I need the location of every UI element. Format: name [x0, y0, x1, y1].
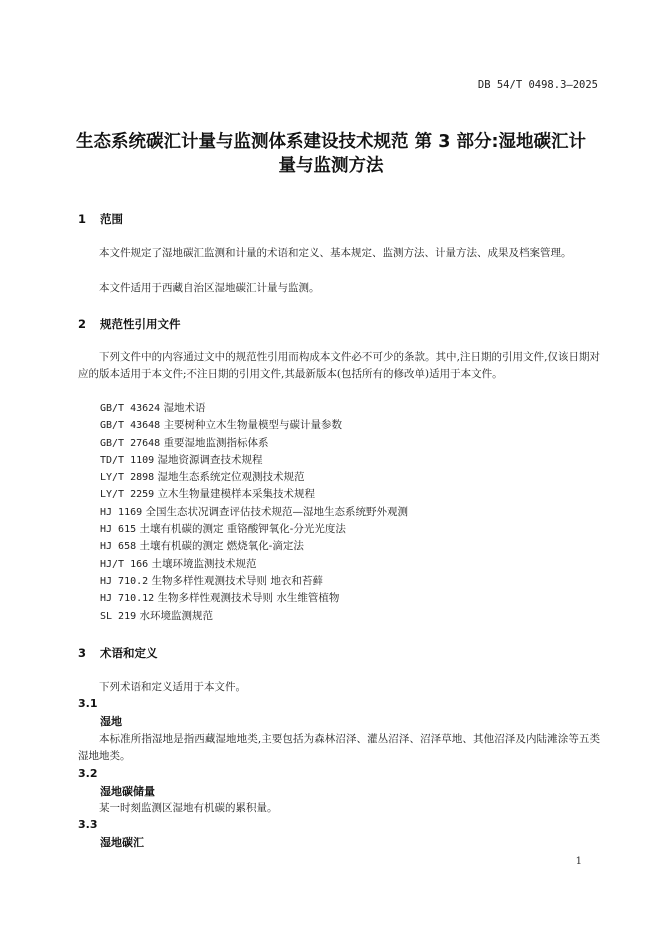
reference-item [100, 452, 408, 469]
reference-title: 全国生态状况调查评估技术规范—湿地生态系统野外观测 [145, 505, 408, 518]
title-line-1: 生态系统碳汇计量与监测体系建设技术规范 第 3 部分:湿地碳汇计 [76, 132, 586, 152]
reference-code: HJ 710.12 [100, 593, 155, 605]
reference-title: 土壤环境监测技术规范 [151, 557, 257, 570]
reference-code: LY/T 2898 [100, 472, 155, 484]
section-3-intro: 下列术语和定义适用于本文件。 [99, 681, 246, 693]
reference-item [100, 486, 408, 503]
reference-item [100, 417, 408, 434]
reference-title: 土壤有机碳的测定 燃烧氧化-滴定法 [139, 540, 304, 553]
reference-title: 主要树种立木生物量模型与碳计量参数 [163, 419, 343, 432]
reference-code: HJ 1169 [100, 506, 143, 518]
section-title: 范围 [100, 212, 124, 226]
page-number: 1 [575, 856, 582, 867]
reference-title: 水环境监测规范 [139, 609, 213, 622]
term-number: 3.3 [78, 818, 98, 831]
reference-code: HJ 710.2 [100, 575, 149, 587]
reference-item [100, 556, 408, 573]
term-name: 湿地 [100, 715, 122, 728]
term-name: 湿地碳储量 [100, 785, 155, 798]
section-3-heading [78, 645, 158, 661]
reference-item [100, 469, 408, 486]
term-definition: 本标准所指湿地是指西藏湿地地类,主要包括为森林沼泽、灌丛沼泽、沼泽草地、其他沼泽及内陆滩涂等五类湿地地类。 [78, 733, 600, 762]
term-definition: 某一时刻监测区湿地有机碳的累积量。 [99, 802, 278, 814]
reference-code: HJ 658 [100, 541, 137, 553]
section-title: 规范性引用文件 [100, 317, 181, 331]
reference-code: TD/T 1109 [100, 454, 155, 466]
reference-item [100, 521, 408, 538]
section-number: 1 [78, 212, 87, 226]
reference-code: HJ 615 [100, 524, 137, 536]
reference-code: SL 219 [100, 610, 137, 622]
reference-title: 土壤有机碳的测定 重铬酸钾氧化-分光光度法 [139, 523, 346, 536]
standard-code: DB 54/T 0498.3—2025 [477, 79, 598, 91]
reference-code: HJ/T 166 [100, 558, 149, 570]
section-1-paragraph-1: 本文件规定了湿地碳汇监测和计量的术语和定义、基本规定、监测方法、计量方法、成果及档案管理。 [99, 247, 572, 259]
reference-title: 立木生物量建模样本采集技术规程 [157, 488, 316, 501]
reference-title: 生物多样性观测技术导则 地衣和苔藓 [151, 574, 323, 587]
reference-code: GB/T 43624 [100, 403, 161, 414]
reference-item [100, 504, 408, 521]
reference-list [100, 400, 408, 625]
document-title [64, 130, 598, 178]
reference-item [100, 435, 408, 452]
reference-item [100, 573, 408, 590]
reference-code: GB/T 27648 [100, 437, 161, 449]
reference-code: GB/T 43648 [100, 420, 161, 432]
section-2-heading [78, 316, 181, 332]
section-1-heading [78, 211, 123, 227]
term-number: 3.1 [78, 697, 98, 710]
reference-title: 湿地生态系统定位观测技术规范 [157, 471, 305, 484]
section-number: 2 [78, 317, 87, 331]
section-number: 3 [78, 646, 87, 660]
reference-code: LY/T 2259 [100, 489, 155, 501]
reference-item [100, 538, 408, 555]
section-title: 术语和定义 [100, 646, 158, 660]
reference-item [100, 400, 408, 417]
term-name: 湿地碳汇 [100, 836, 144, 849]
reference-title: 湿地资源调查技术规程 [157, 453, 263, 466]
section-2-intro: 下列文件中的内容通过文中的规范性引用而构成本文件必不可少的条款。其中,注日期的引用文件,仅该日期对应的版本适用于本文件;不注日期的引用文件,其最新版本(包括所有的修改单)适用于本文件。 [78, 351, 600, 380]
reference-title: 重要湿地监测指标体系 [163, 436, 269, 449]
term-number: 3.2 [78, 767, 98, 780]
reference-item [100, 608, 408, 625]
reference-title: 生物多样性观测技术导则 水生维管植物 [157, 592, 340, 605]
title-line-2: 量与监测方法 [278, 156, 384, 176]
reference-item [100, 590, 408, 607]
section-1-paragraph-2: 本文件适用于西藏自治区湿地碳汇计量与监测。 [99, 282, 320, 294]
reference-title: 湿地术语 [163, 402, 206, 414]
